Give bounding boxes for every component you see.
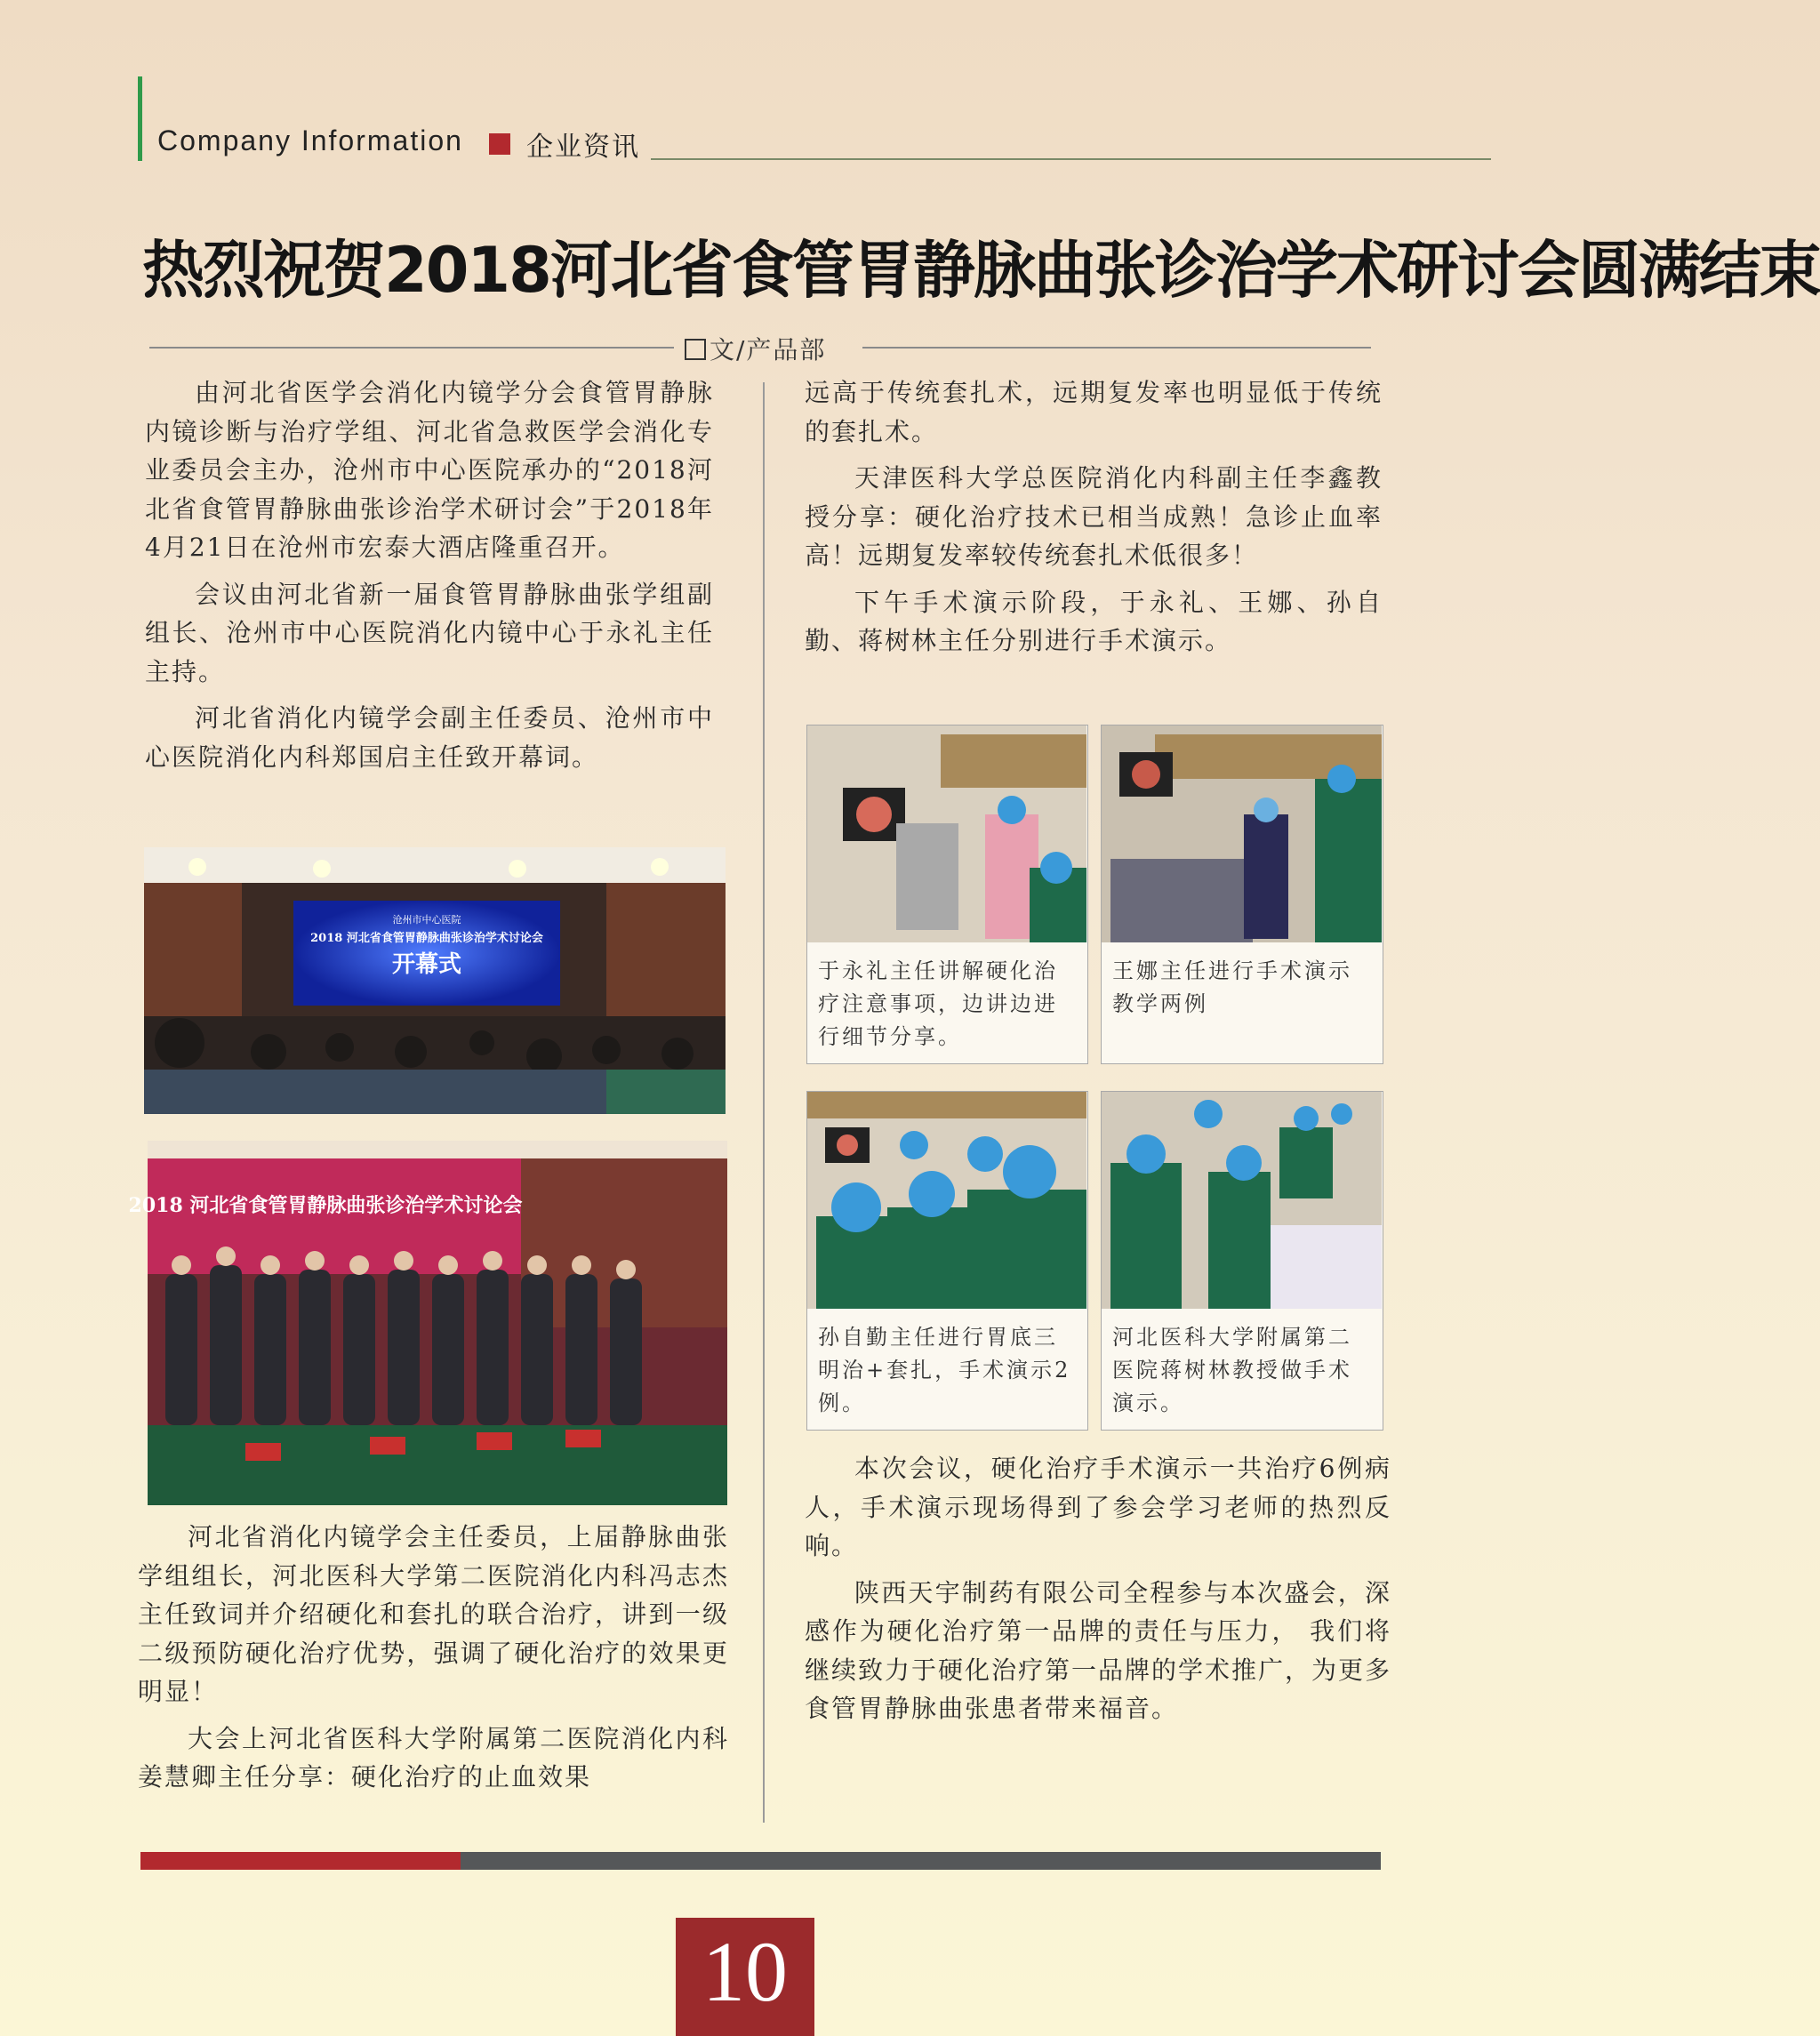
- photo-caption: 孙自勤主任进行胃底三明治+套扎，手术演示2例。: [818, 1325, 1071, 1415]
- banner-text: 2018 河北省食管胃静脉曲张诊治学术讨论会: [128, 1194, 523, 1217]
- endoscopy-demo-photo-2: [1102, 725, 1382, 942]
- screen-title-text: 2018 河北省食管胃静脉曲张诊治学术讨论会: [310, 932, 543, 945]
- header-accent-bar: [138, 76, 142, 161]
- photo-card: [1101, 725, 1383, 1064]
- byline: [685, 331, 826, 366]
- byline-text: 文/产品部: [710, 335, 827, 365]
- section-title-en: Company Information: [157, 124, 463, 156]
- paragraph: 河北省消化内镜学会主任委员，上届静脉曲张学组组长，河北医科大学第二医院消化内科冯志杰主任致词并介绍硬化和套扎的联合治疗，讲到一级二级预防硬化治疗优势，强调了硬化治疗的效果更明显！: [138, 1522, 729, 1706]
- screen-sub-text: 开幕式: [391, 951, 462, 978]
- paragraph: 远高于传统套扎术，远期复发率也明显低于传统的套扎术。: [805, 378, 1383, 446]
- right-column-top: [805, 373, 1383, 669]
- paragraph: 由河北省医学会消化内镜学分会食管胃静脉内镜诊断与治疗学组、河北省急救医学会消化专业委员会主办，沧州市中心医院承办的“2018河北省食管胃静脉曲张诊治学术研讨会”于2018年4月21日在沧州市宏泰大酒店隆重召开。: [145, 378, 714, 562]
- footer-bar-red: [140, 1852, 461, 1870]
- endoscopy-demo-photo-4: [1102, 1092, 1382, 1309]
- section-separator-square: [489, 133, 510, 155]
- paragraph: 下午手术演示阶段，于永礼、王娜、孙自勤、蒋树林主任分别进行手术演示。: [805, 587, 1383, 655]
- page-number: 10: [702, 1924, 788, 2019]
- photo-caption: 河北医科大学附属第二医院蒋树林教授做手术演示。: [1112, 1325, 1352, 1415]
- column-divider: [763, 382, 765, 1823]
- photo-caption: 王娜主任进行手术演示教学两例: [1112, 958, 1352, 1016]
- header-rule: [651, 158, 1491, 160]
- photo-card: [1101, 1091, 1383, 1431]
- left-column-top: [145, 373, 714, 784]
- photo-card: [806, 1091, 1088, 1431]
- paragraph: 陕西天宇制药有限公司全程参与本次盛会，深感作为硬化治疗第一品牌的责任与压力， 我们将继续致力于硬化治疗第一品牌的学术推广，为更多食管胃静脉曲张患者带来福音。: [805, 1577, 1392, 1723]
- paragraph: 会议由河北省新一届食管胃静脉曲张学组副组长、沧州市中心医院消化内镜中心于永礼主任主持。: [145, 579, 714, 686]
- byline-rule-right: [862, 347, 1371, 349]
- group-photo: [128, 1141, 727, 1505]
- article-title: 热烈祝贺2018河北省食管胃静脉曲张诊治学术研讨会圆满结束: [142, 234, 1820, 307]
- paragraph: 大会上河北省医科大学附属第二医院消化内科姜慧卿主任分享：硬化治疗的止血效果: [138, 1723, 729, 1792]
- photo-caption: 于永礼主任讲解硬化治疗注意事项，边讲边进行细节分享。: [818, 958, 1058, 1049]
- endoscopy-demo-photo-1: [807, 725, 1086, 942]
- opening-ceremony-photo: [144, 847, 726, 1114]
- paragraph: 本次会议，硬化治疗手术演示一共治疗6例病人，手术演示现场得到了参会学习老师的热烈反响。: [805, 1454, 1391, 1560]
- footer-bar-gray: [461, 1852, 1381, 1870]
- byline-box-icon: [685, 339, 706, 360]
- photo-card: [806, 725, 1088, 1064]
- endoscopy-demo-photo-3: [807, 1092, 1086, 1309]
- screen-logo-text: 沧州市中心医院: [392, 914, 461, 926]
- section-title-cn: 企业资讯: [526, 132, 640, 163]
- right-column-bottom: [805, 1449, 1391, 1736]
- byline-rule-left: [149, 347, 674, 349]
- paragraph: 河北省消化内镜学会副主任委员、沧州市中心医院消化内科郑国启主任致开幕词。: [145, 703, 714, 772]
- left-column-bottom: [138, 1518, 729, 1805]
- paragraph: 天津医科大学总医院消化内科副主任李鑫教授分享：硬化治疗技术已相当成熟！急诊止血率高！远期复发率较传统套扎术低很多！: [805, 463, 1383, 570]
